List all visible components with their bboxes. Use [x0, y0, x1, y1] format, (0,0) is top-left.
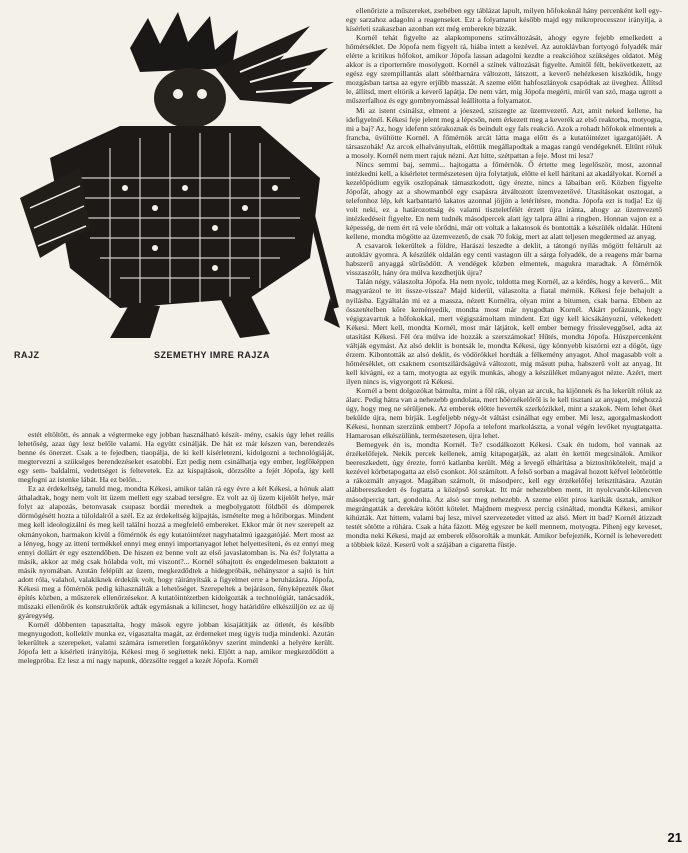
paragraph: Kornél a bent dolgozókat bámulta, mint a föl rák, olyan az arcuk, ha kijönnek és ha lekerült róluk az álarc. Pedig hátra van a nehezebb gondolata, mert hőérzékelőről is le kell tisztani az anyagot, méghozzá úgy, hogy meg ne sérüljenek. Az emberek előtte heverték szerkózikkel, mint a szakok. Nem lehet őket bekülde újra, nem bírják. Legfeljebb négy-öt váltást csinálhat egy ember. Mi lesz, agorgalmaskodott Kékesi, honnan szerzünk embert? Jópofa a telefont markolászta, a vonal végén levőket nyugtatgatta. Hamarosan elkészülünk, természetesen, újra lehet.: [346, 385, 662, 441]
text-column-left: [18, 430, 334, 850]
caption-credit: SZEMETHY IMRE RAJZA: [154, 350, 270, 360]
paragraph: Bemegyek én is, mondta Kornél. Te? csodálkozott Kékesi. Csak én tudom, hol vannak az érzékelőfejek. Nekik percek kellenek, amíg kitapogatják, az alatt én kettőt megcsinálok. Amikor beereszkedett, úgy érezte, forró katlanba került. Még a levegő elhárítása a biztosítóköteleit, majd a kezével körbetapogatta az első csonkot. Jól számított. A felső sorban a magával hozott kéfvel leötöröttle a rákozmált anyagot. Magában számolt, öt másodperc, kell egy érzékelőfej letisztítására. Azután alábbereszkedett és fogtatta a középső sorokat. Itt már nehezebben ment, itt nyolcvanöt-kilencven másodpercig tart, gondolta. Az alsó sor meg nehezebb. A szeme előtt piros karikák úsztak, amikor megrángatták a derekára kötött kötelet. Majdnem megvesz percig csináltad, mondta Kékesi, amikor kihúzták. Azt hittem, valami baj lesz, mivel szervezetedet vitted az alsó. Mert itt bad? Kornél átizzadt testét sötötte a rúhára. Csak a háta fázott. Még egyszer be kell mennem, motyogta. Pihenj egy keveset, mondta neki Kékesi, majd az emberek elősorolták a munkát. Amikor befejezték, Kornél is leheveredett a többiek közé. Keserű volt a szájában a cigaretta füstje.: [346, 440, 662, 549]
woodcut-figure-image: [10, 8, 340, 346]
text-column-right: [346, 6, 662, 848]
paragraph: Nincs semmi baj, semmi... hajtogatta a főmérnök. Ő értette meg legelőször, most, azonnal intézkedni kell, a kísérletet természetesen újra folytatjuk, előtte el kell hárítani az akadályokat. Kornél a kezelőpódium egyik oszlopának támaszkodott, úgy érezte, nincs a lábaiban erő. Közben figyelte Jópofát, ahogy az a showmanból egy csapásra átváltozott üzemvezetővé. Utasításokat osztogat, a telefonhoz lép, két karbantartó lakatos azonnal jöjjön a letérítésre, mondta. Jópofa ezt is tudja! Ez új volt neki, ez a határozottság és valami tiszteletfélét érzett újra iránta, ahogy az üzemvezető intézkedéseit figyelte. En nem tudnék másodpercek alatt így talpra állni a ringben. Honnan vajon ez a képesség, de nem ért rá vele törődni, már ott voltak a lakatosok és bontották a készülék oldalát. Hűteni kellene, mondta mögötte az üzemvezető, de csak 70 fokig, mert az alatt teljesen megdermed az anyag.: [346, 159, 662, 242]
paragraph: A csavarok lekerültek a földre, Harászi leszedte a deklit, a tátongó nyílás mögött feltárult az autokláv gyomra. A készülék oldalán egy centi vastagon ült a sárga folyadék, de a reagens már barna habszerű anyaggá sűrűsödött. A vendégek közben elmentek, magukra maradtak. A főmérnök visszaszólt, hány óra múlva kezdhetjük újra?: [346, 241, 662, 278]
page-number: 21: [667, 830, 682, 845]
paragraph: Kornél tehát figyelte az alapkomponens színváltozását, ahogy egyre fejebb emelkedett a hőmérséklet. De Jópofa nem figyelt rá, hiába intett a kezével. Az autoklávban fortyogó folyadék már elérte a kritikus hőfokot, amikor Jópofa lassan adagolni kezdte a reakcióhoz szükséges oldatot. Még akkor is a riporternőre mosolygott. Kornél a színek változását figyelte. Amitől félt, bekövetkezett, az egész egy szempillantás alatt sötétbarnára változott, látszott, a keverő nehézkesen kiszkódik, hogy mozgásban tartsa az egyre erjűbb masszát. A szeme előtt habfoszlányok csapódtak az üveghez. Állítsd le, állítsd, mert eltörik a keverő lapátja. De nem várt, míg Jópofa megérti, miről van szó, maga ugrott a műszerfalhoz és egy gombnyomással leállította a folyamatot.: [346, 33, 662, 106]
paragraph: Kornél döbbenten tapasztalta, hogy mások egyre jobban kisajátítják az ötletét, és később megnyugodott, kollektív munka ez, vigasztalta magát, az érdemeket meg úgyis tudja mindenki. Azután lekerültek a szerepeket, valami számára ismeretlen forgatókönyv szerint mindenki a helyére került. Jópofa lett a kísérleti irányítója, Kékesi meg ő segítettek neki. Eljött a nap, amikor megkezdődött a melegpróba. Ez lesz a mi nagy napunk, dörzsölte reggel a kezét Jópofa. Kornél: [18, 619, 334, 666]
paragraph: estét eltöltött, és annak a végtermeke egy jobban használható készít- mény, csakis úgy lehet reális lehetőség, azaz úgy lesz belőle valami. Ha együtt csinálják. De hát ez már készen van, berendezés benne és önerzet. Csak a te fejedben, tiaopálja, de ki kell kísérletezni, kidolgozni a technológiáját, megtervezni a szükséges berendezéseket esatobbi. Ezt pedig nem csinálhatja egy ember, legfőképpen egy sem- baldalmi, vedettséget is feltevetek. Ez az kispajtások, dörzsölte a fejét Jópofa, így kell megfogni az istenke lábát. Ha ez belőn...: [18, 430, 334, 485]
paragraph: Ez az érdekeltség, tanuld meg, mondta Kékesi, amikor talán rá egy évre a két Kékesi, a hónuk alatt áthaladtak, hogy nem volt itt üzem mellett egy szabad terségre. Ez volt az új üzem kijelölt helye, már folyt az alapozás, betonvasak csupasz bordái meredtek a megbolygatott földből és dömperek dörmögésétt hozta a túloldalról a szél. Ez az érdekeltség kijpajtás, ismételte meg a hőriborgas. Mindent meg kell ideologizálni és meg kell találni hozzá a megfelelő embereket. Ekkor már öt nev szerepelt az okmányokon, harmakon kívül a főmérnök és egy kutatóintézet nagyhatalmú igazgatójáé. Mert most az a lényeg, hogy az ittení termékkel ennyi meg ennyi importanyagot lehet helyettesíteni, és ez ennyi meg ennyi dollárt ér egy esztendőben. De hiszen ez benne volt az első javaslatomban is. Na és? folytatta a másik, akkor az még csak hólabda volt, mi viszont?... Kornél sóhajtott és engedelmesen baktatott a másik nyomában. Azután felépült az üzem, megkezdődtek a hidegpróbák, néhányszor a sajtó is hírt adott róla, valahol, valakiknek érdekük volt, hogy ráirányítsák a figyelmet erre a beruházásra. Jópofa, Kékesi meg a főmérnök pedig kihasználták a lehetőséget. Szerepeltek a bejáráson, fényképezték őket építés közben, a műszerek ellenőrzésekor. A kutatóintézetben kidolgozták a technológiát, tanácsadók, műszaki ellenőrök és konstruktőrök adták egymásnak a kilincset, hogy határidőre elkészüljön ez az új gyáregység.: [18, 484, 334, 620]
caption-artist-label: RAJZ: [14, 350, 40, 360]
illustration: [10, 8, 340, 346]
paragraph: ellenőrizte a műszereket, zsebében egy táblázat lapult, milyen hőfokoknál hány percenként kell egy-egy sarzahoz adagolni a reagenseket. Ezt a folyamatot később majd egy mikroprocesszor irányítja, a kísérleti szakaszban azonban ezt még emberekre bízzák.: [346, 6, 662, 34]
paragraph: Mi az istent csinálsz, elment a jóeszed, sziszegte az üzemvezető. Azt, amit neked kellene, ha idefigyelnél. Kékesi feje jelent meg a lépcsőn, nem érkezett meg a keverék az első reaktorba, motyogta, mi a baj? Az, hogy idefenn szórakoznak és beindult egy fals reakció. Azok a rohadt hőfokok elmentek a francba, üvöltötte Kornél. A főmérnök arcát látta maga előtt és a kutatóintézet igazgatójáét. A társaszobák! Az arcok elhalványultak, előttük megállapodtak a magas rangú vendégeknél. Eltűnt róluk a mosoly. Kornél nem mert rajuk nézni. Azt hitte, szétpattan a feje. Most mi lesz?: [346, 105, 662, 160]
paragraph: Talán négy, válaszolta Jópofa. Ha nem nyolc, toldotta meg Kornél, az a kérdés, hogy a keverő... Mit magyarázol te itt össze-vissza? Majd kiderül, válaszolta a fiatal mérnök. Kékesi feje behajolt a nyílásba. Egyáltalán mi ez a massza, nézett Kornélra, olyan mint a bitumen, csak barna. Ebben az összetételben kőre keményedik, mondta most már nyugodtan Kornél. Akárt pofázunk, hogy végigzavartuk a hőfokokkal, mert végigszámoltam mindent. Ezt úgy kell kicsákányozni, vélekedett Kékesi. Mert kell, mondta Kornél, most már látjátok, kell ember bemegy frissleveggősel, adta az utasítást Kékesi. Fél óra múlva ide hozzák a szerszámokat! Hűtés, mondta Jópofa. Húszpercenként váltják egymást. Az alsó deklit is bontsák le, mondta Kékesi, úgy könnyebb kiszórni ezt a dögöt, úgy érzem. Kibontották az alsó deklit, és vödörökkel hordták a félkemény anyagot. Ahol magasabb volt a hőmérséklet, ott csaknem csontszilárdságúvá változott, míg másutt puha, habszerű volt az anyag. Itt kell kivágni, ez a tam, motyogta az egyik munkás, ahogy a készüléket műanyagot nézte. Azért, mert ilyen nincs is, vigyorgott rá Kékesi.: [346, 277, 662, 386]
